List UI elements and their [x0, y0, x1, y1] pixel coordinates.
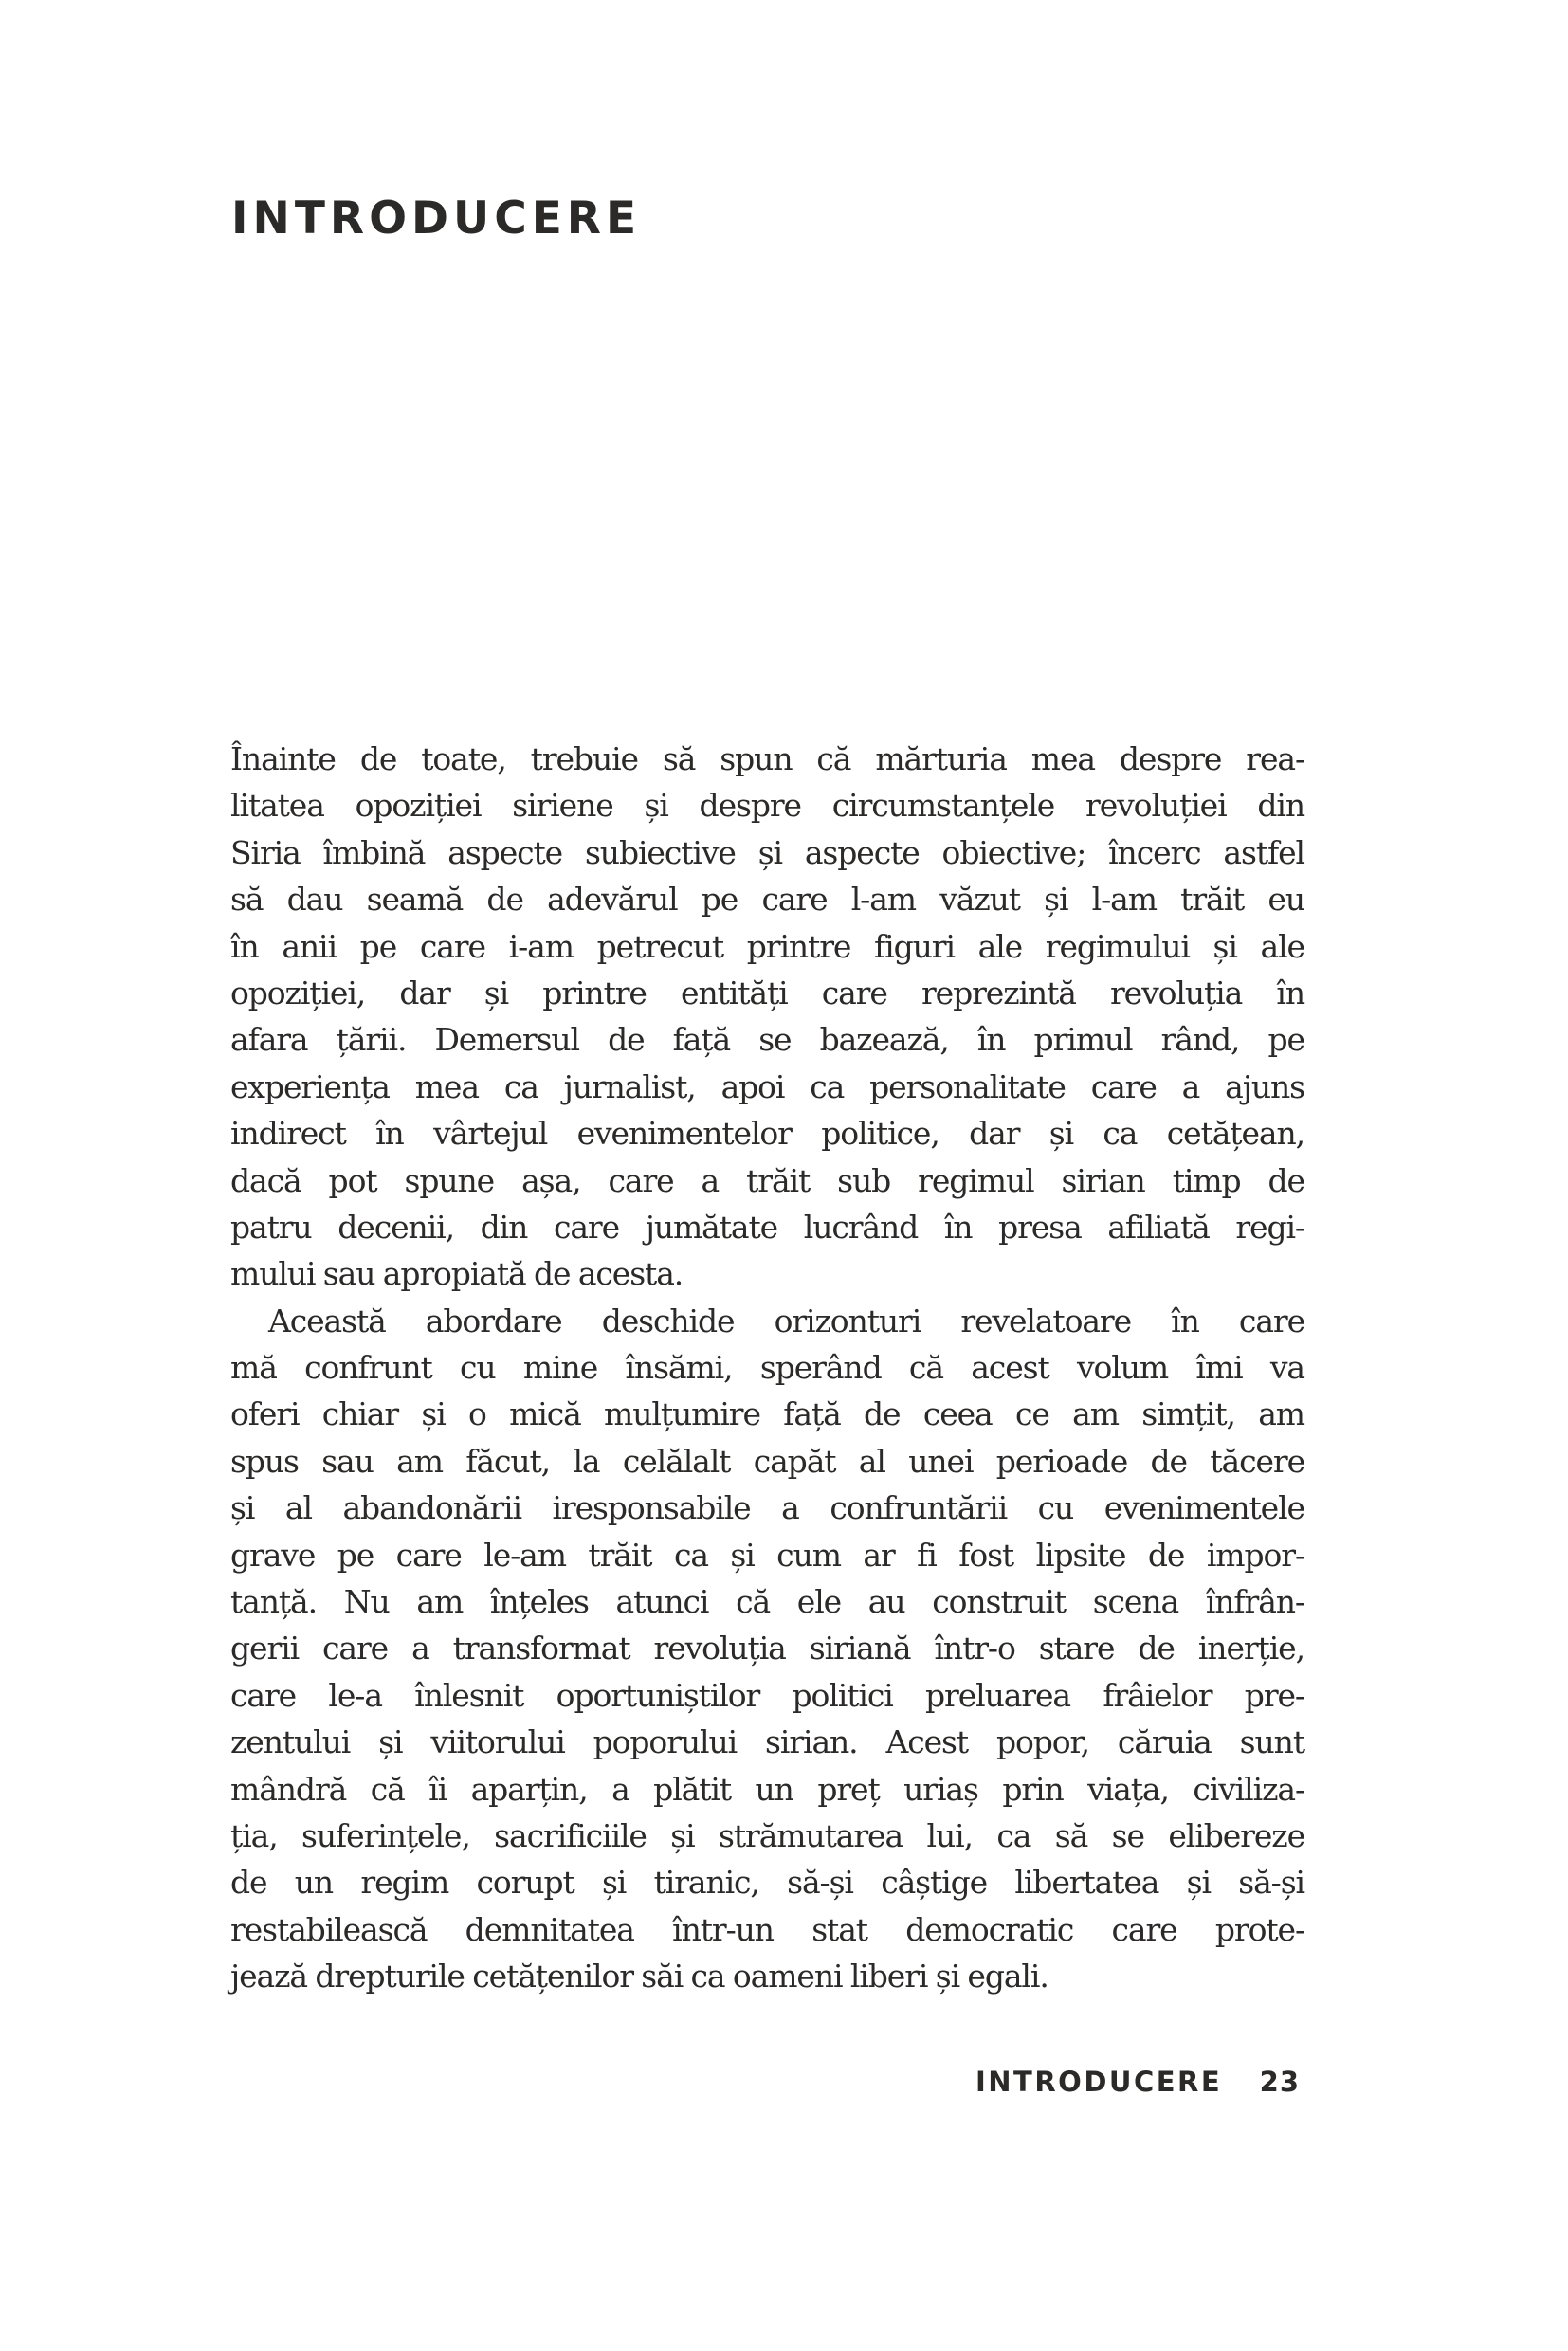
text-line: zentului și viitorului poporului sirian. Acest popor, căruia sunt [230, 1723, 1304, 1761]
text-line: Înainte de toate, trebuie să spun că mărturia mea despre rea- [230, 740, 1304, 777]
text-line: ția, suferințele, sacrificiile și strămutarea lui, ca să se elibereze [230, 1816, 1304, 1854]
text-line: dacă pot spune așa, care a trăit sub regimul sirian timp de [230, 1161, 1304, 1199]
text-line: și al abandonării iresponsabile a confruntării cu evenimentele [230, 1489, 1304, 1527]
text-line: grave pe care le-am trăit ca și cum ar fi fost lipsite de impor- [230, 1536, 1304, 1574]
running-head: INTRODUCERE [975, 2066, 1223, 2098]
text-line: gerii care a transformat revoluția siriană într-o stare de inerție, [230, 1630, 1304, 1668]
text-line: Siria îmbină aspecte subiective și aspecte obiective; încerc astfel [230, 833, 1304, 871]
text-line: patru decenii, din care jumătate lucrând în presa afiliată regi- [230, 1208, 1304, 1246]
text-line: Această abordare deschide orizonturi revelatoare în care [268, 1302, 1304, 1340]
text-line: oferi chiar și o mică mulțumire față de ceea ce am simțit, am [230, 1395, 1304, 1433]
text-line: să dau seamă de adevărul pe care l-am văzut și l-am trăit eu [230, 881, 1304, 919]
text-line: jează drepturile cetățenilor săi ca oameni liberi și egali. [230, 1958, 1048, 1996]
text-line: litatea opoziției siriene și despre circumstanțele revoluției din [230, 787, 1304, 825]
paragraph-1 [230, 736, 1304, 1298]
chapter-title: INTRODUCERE [231, 192, 642, 245]
text-line: spus sau am făcut, la celălalt capăt al unei perioade de tăcere [230, 1442, 1304, 1480]
text-line: experiența mea ca jurnalist, apoi ca personalitate care a ajuns [230, 1067, 1304, 1105]
text-line: mândră că îi aparțin, a plătit un preț uriaș prin viața, civiliza- [230, 1770, 1304, 1808]
page-number: 23 [1259, 2066, 1300, 2098]
text-line: mă confrunt cu mine însămi, sperând că acest volum îmi va [230, 1349, 1304, 1387]
text-line: afara țării. Demersul de față se bazează, în primul rând, pe [230, 1021, 1304, 1059]
text-line: restabilească demnitatea într-un stat democratic care prote- [230, 1910, 1304, 1948]
body-text [230, 736, 1304, 2000]
text-line: opoziției, dar și printre entități care reprezintă revoluția în [230, 974, 1304, 1011]
text-line: în anii pe care i-am petrecut printre figuri ale regimului și ale [230, 927, 1304, 965]
paragraph-2 [230, 1298, 1304, 2000]
text-line: indirect în vârtejul evenimentelor politice, dar și ca cetățean, [230, 1115, 1304, 1153]
text-line: mului sau apropiată de acesta. [230, 1255, 684, 1293]
text-line: tanță. Nu am înțeles atunci că ele au construit scena înfrân- [230, 1583, 1304, 1621]
text-line: de un regim corupt și tiranic, să-și câștige libertatea și să-și [230, 1864, 1304, 1902]
text-line: care le-a înlesnit oportuniștilor politici preluarea frâielor pre- [230, 1676, 1304, 1714]
